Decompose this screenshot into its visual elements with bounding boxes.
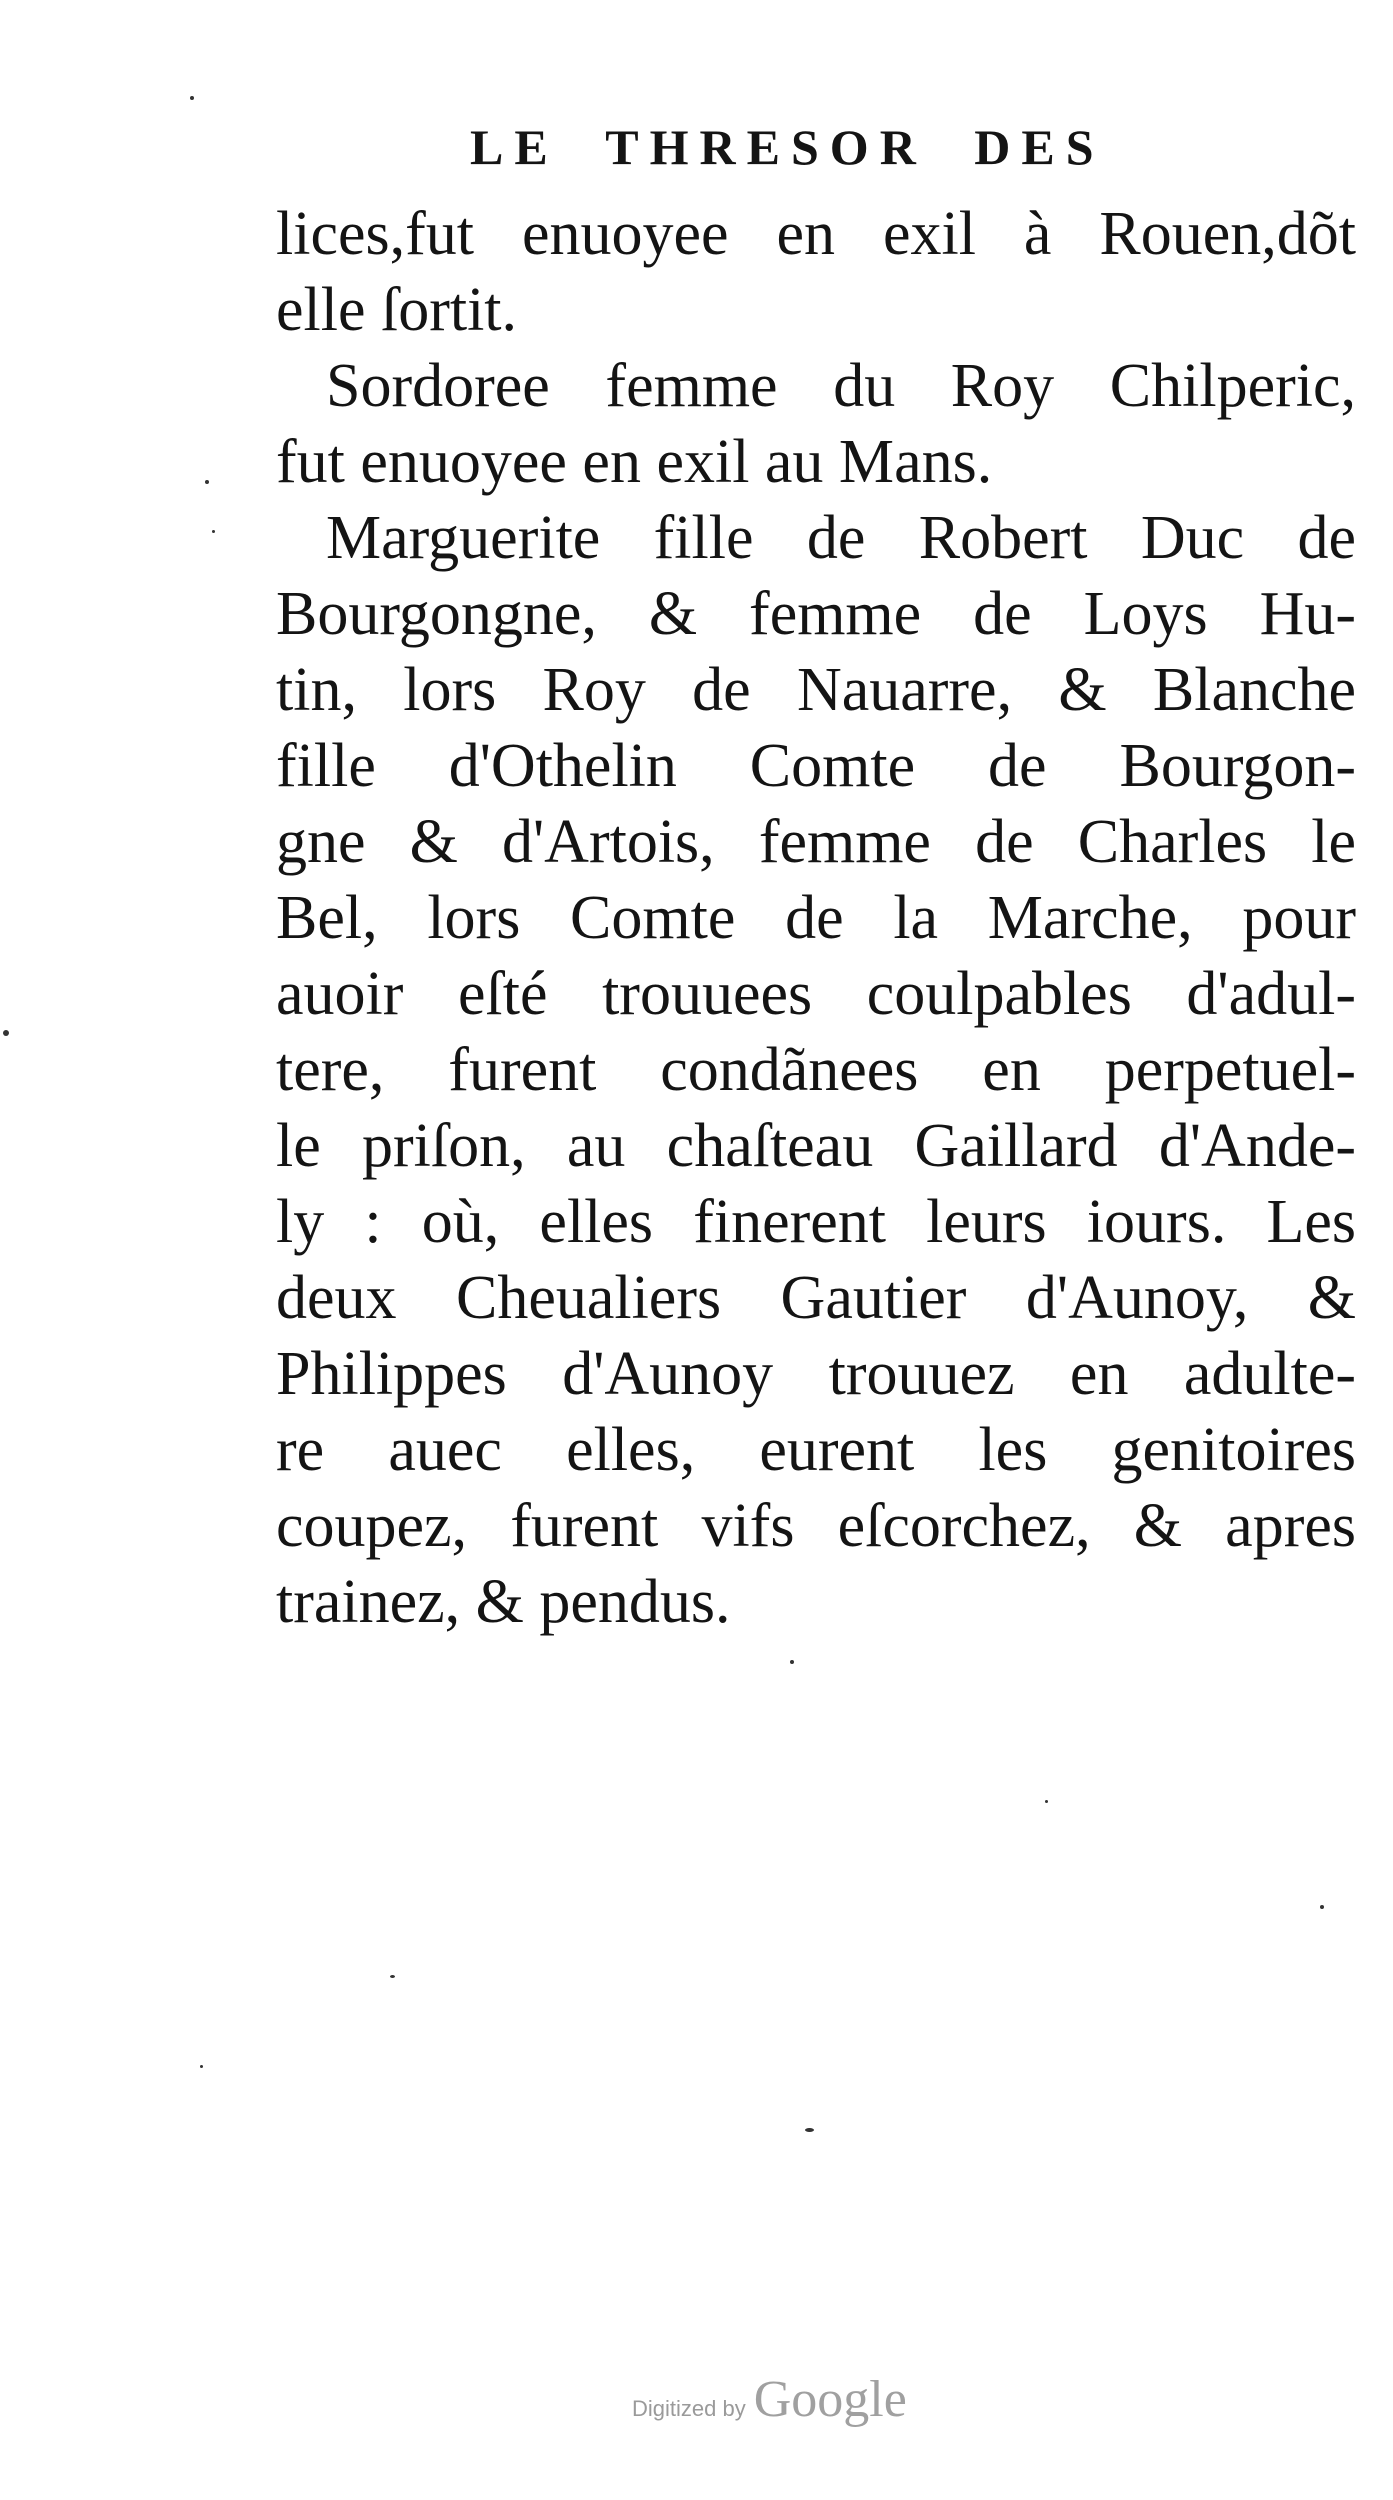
text-line: trainez, & pendus.	[276, 1568, 731, 1636]
scan-speck	[790, 1660, 794, 1664]
scan-speck	[190, 96, 194, 100]
text-line: elle ſortit.	[276, 276, 518, 344]
text-line: re auec elles, eurent les genitoires	[276, 1416, 1356, 1484]
scan-speck	[805, 2128, 814, 2132]
digitized-by-label: Digitized by	[632, 2396, 746, 2421]
text-line: Philippes d'Aunoy trouuez en adulte-	[276, 1340, 1356, 1408]
text-line: lices,fut enuoyee en exil à Rouen,dõt	[276, 200, 1356, 268]
digitized-by-watermark	[632, 2370, 907, 2429]
text-line: ly : où, elles finerent leurs iours. Les	[276, 1188, 1356, 1256]
scan-speck	[1045, 1800, 1048, 1803]
scan-speck	[3, 1030, 9, 1036]
text-line: deux Cheualiers Gautier d'Aunoy, &	[276, 1264, 1356, 1332]
text-line: tere, furent condãnees en perpetuel-	[276, 1036, 1356, 1104]
running-head: LE THRESOR DES	[470, 119, 1105, 175]
text-line: gne & d'Artois, femme de Charles le	[276, 808, 1356, 876]
body-text	[276, 196, 1356, 1640]
text-line: coupez, furent vifs eſcorchez, & apres	[276, 1492, 1356, 1560]
scan-speck	[390, 1975, 395, 1978]
text-line: fille d'Othelin Comte de Bourgon-	[276, 732, 1356, 800]
text-line: auoir eſté trouuees coulpables d'adul-	[276, 960, 1356, 1028]
text-line: Bel, lors Comte de la Marche, pour	[276, 884, 1356, 952]
paragraph-start-line: Sordoree femme du Roy Chilperic,	[326, 352, 1356, 420]
text-line: le priſon, au chaſteau Gaillard d'Ande-	[276, 1112, 1356, 1180]
scan-speck	[212, 530, 215, 533]
scan-speck	[200, 2065, 203, 2068]
text-line: fut enuoyee en exil au Mans.	[276, 428, 993, 496]
google-logo: Google	[753, 2371, 907, 2428]
paragraph-start-line: Marguerite fille de Robert Duc de	[326, 504, 1356, 572]
scan-speck	[1320, 1905, 1324, 1909]
text-line: Bourgongne, & femme de Loys Hu-	[276, 580, 1356, 648]
text-line: tin, lors Roy de Nauarre, & Blanche	[276, 656, 1356, 724]
scan-speck	[205, 480, 209, 484]
